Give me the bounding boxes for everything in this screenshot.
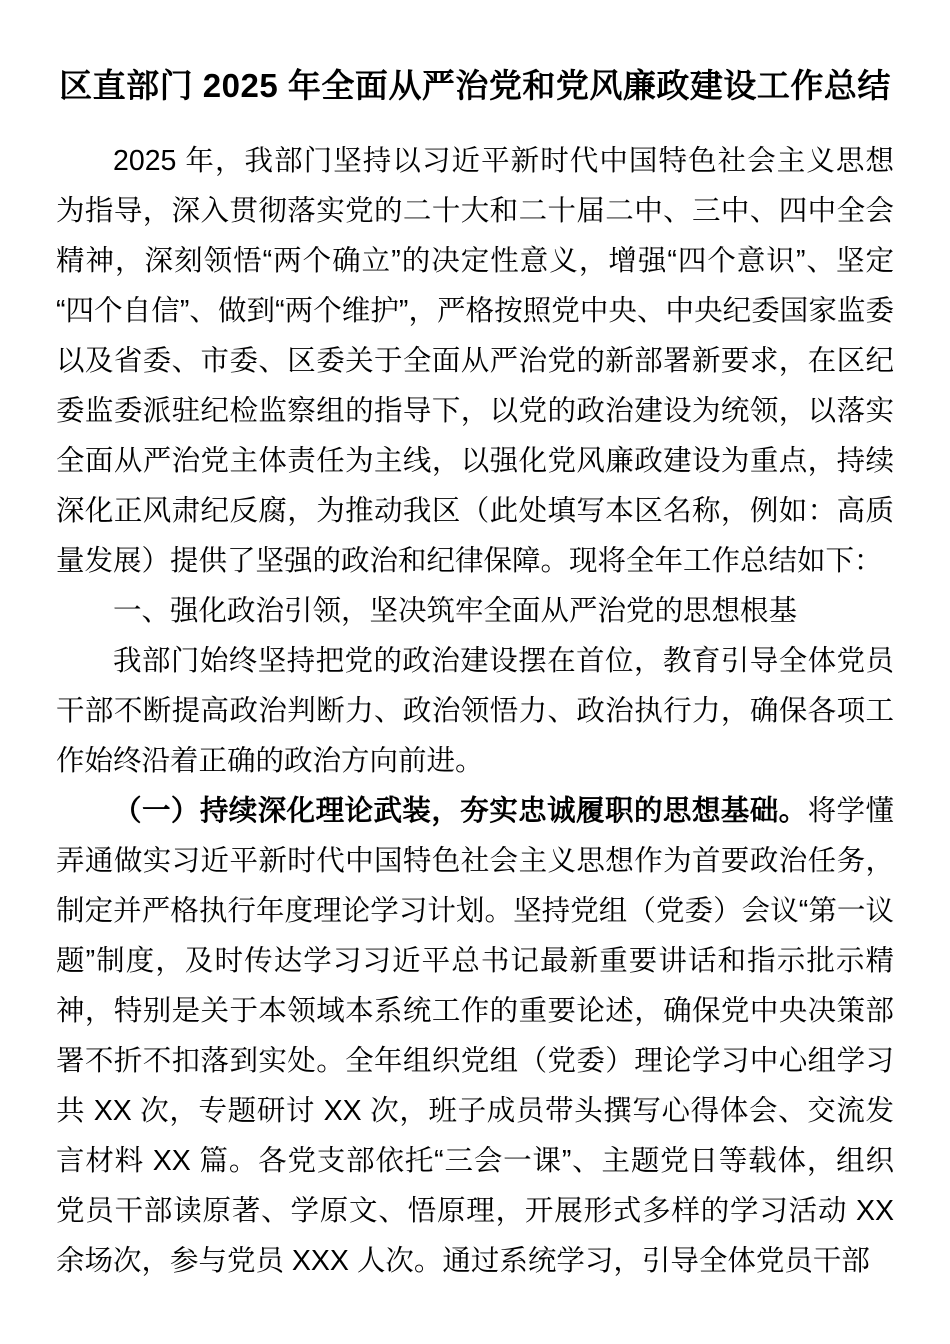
section-heading-1: 一、强化政治引领，坚决筑牢全面从严治党的思想根基 [113,595,798,627]
subsection-heading-1-1: （一）持续深化理论武装，夯实忠诚履职的思想基础。 [113,795,808,827]
paragraph-subsection-1-1 [56,786,894,1286]
paragraph-section-1-intro: 我部门始终坚持把党的政治建设摆在首位，教育引导全体党员干部不断提高政治判断力、政治领悟力、政治执行力，确保各项工作始终沿着正确的政治方向前进。 [56,645,894,777]
paragraph-opening: 2025 年，我部门坚持以习近平新时代中国特色社会主义思想为指导，深入贯彻落实党的二十大和二十届二中、三中、四中全会精神，深刻领悟“两个确立”的决定性意义，增强“四个意识”、坚定“四个自信”、做到“两个维护”，严格按照党中央、中央纪委国家监委以及省委、市委、区委关于全面从严治党的新部署新要求，在区纪委监委派驻纪检监察组的指导下，以党的政治建设为统领，以落实全面从严治党主体责任为主线，以强化党风廉政建设为重点，持续深化正风肃纪反腐，为推动我区（此处填写本区名称，例如：高质量发展）提供了坚强的政治和纪律保障。现将全年工作总结如下： [56,145,894,577]
document-content [56,0,894,1286]
subsection-body-1-1: 将学懂弄通做实习近平新时代中国特色社会主义思想作为首要政治任务，制定并严格执行年度理论学习计划。坚持党组（党委）会议“第一议题”制度，及时传达学习习近平总书记最新重要讲话和指示批示精神，特别是关于本领域本系统工作的重要论述，确保党中央决策部署不折不扣落到实处。全年组织党组（党委）理论学习中心组学习共 XX 次，专题研讨 XX 次，班子成员带头撰写心得体会、交流发言材料 XX 篇。各党支部依托“三会一课”、主题党日等载体，组织党员干部读原著、学原文、悟原理，开展形式多样的学习活动 XX 余场次，参与党员 XXX 人次。通过系统学习，引导全体党员干部 [56,795,894,1277]
page-title: 区直部门 2025 年全面从严治党和党风廉政建设工作总结 [59,67,891,104]
